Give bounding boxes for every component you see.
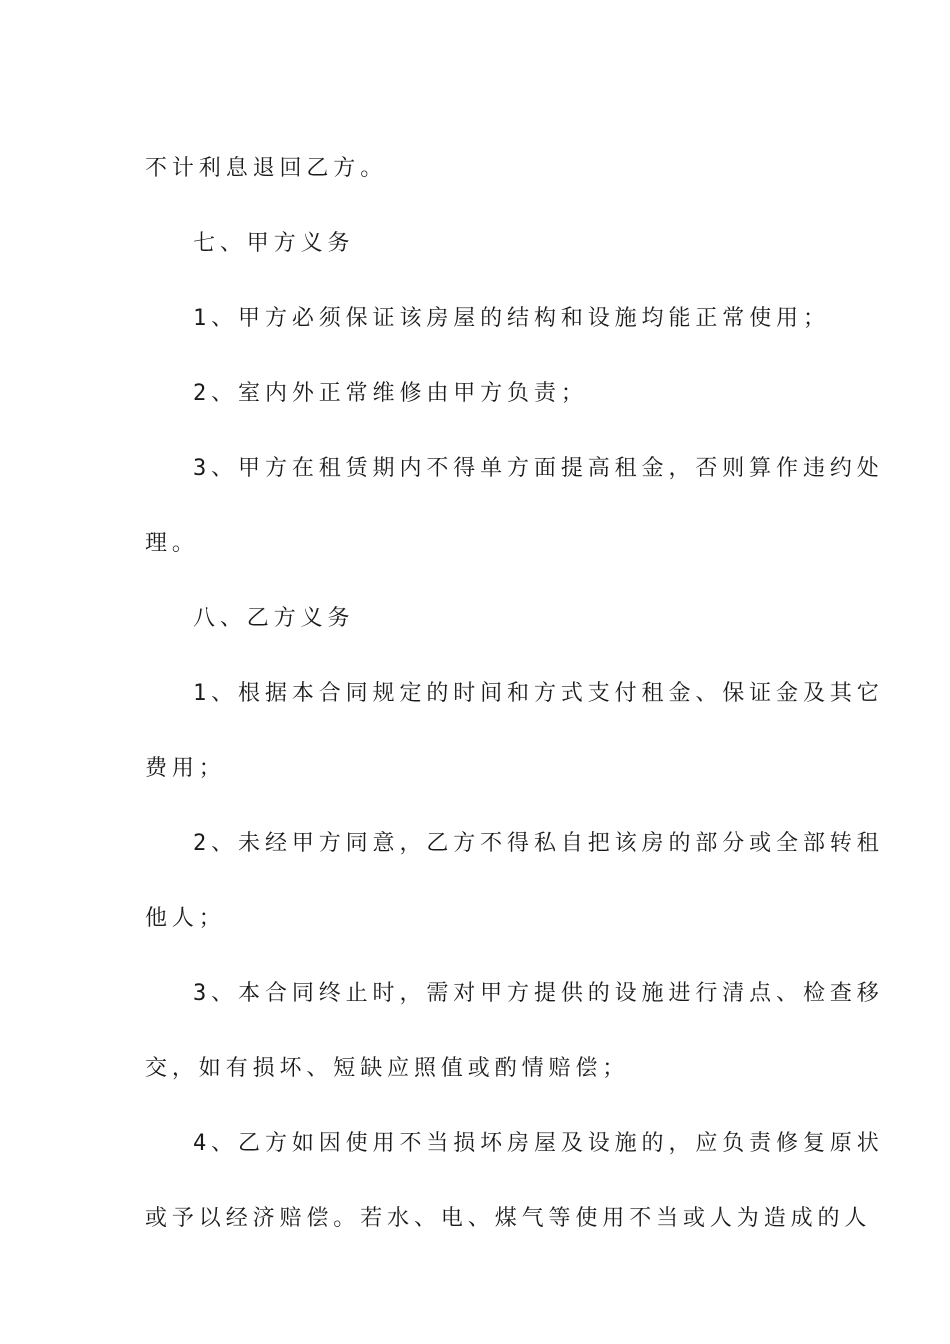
section-heading-seven: 七、甲方义务 bbox=[193, 231, 355, 256]
clause-8-4: 4、乙方如因使用不当损坏房屋及设施的，应负责修复原状 bbox=[193, 1131, 884, 1156]
clause-8-1-continued: 费用； bbox=[145, 756, 226, 781]
clause-8-2: 2、未经甲方同意，乙方不得私自把该房的部分或全部转租 bbox=[193, 831, 884, 856]
clause-7-3-continued: 理。 bbox=[145, 531, 199, 556]
clause-8-1: 1、根据本合同规定的时间和方式支付租金、保证金及其它 bbox=[193, 681, 884, 706]
clause-7-3: 3、甲方在租赁期内不得单方面提高租金，否则算作违约处 bbox=[193, 456, 884, 481]
line-1: 不计利息退回乙方。 bbox=[145, 156, 388, 181]
document-body bbox=[145, 131, 884, 1256]
clause-7-2: 2、室内外正常维修由甲方负责； bbox=[193, 381, 588, 406]
clause-8-3: 3、本合同终止时，需对甲方提供的设施进行清点、检查移 bbox=[193, 981, 884, 1006]
clause-7-1: 1、甲方必须保证该房屋的结构和设施均能正常使用； bbox=[193, 306, 830, 331]
clause-8-2-continued: 他人； bbox=[145, 906, 226, 931]
clause-8-3-continued: 交，如有损坏、短缺应照值或酌情赔偿； bbox=[145, 1056, 630, 1081]
section-heading-eight: 八、乙方义务 bbox=[193, 606, 355, 631]
clause-8-4-continued: 或予以经济赔偿。若水、电、煤气等使用不当或人为造成的人 bbox=[145, 1206, 872, 1231]
